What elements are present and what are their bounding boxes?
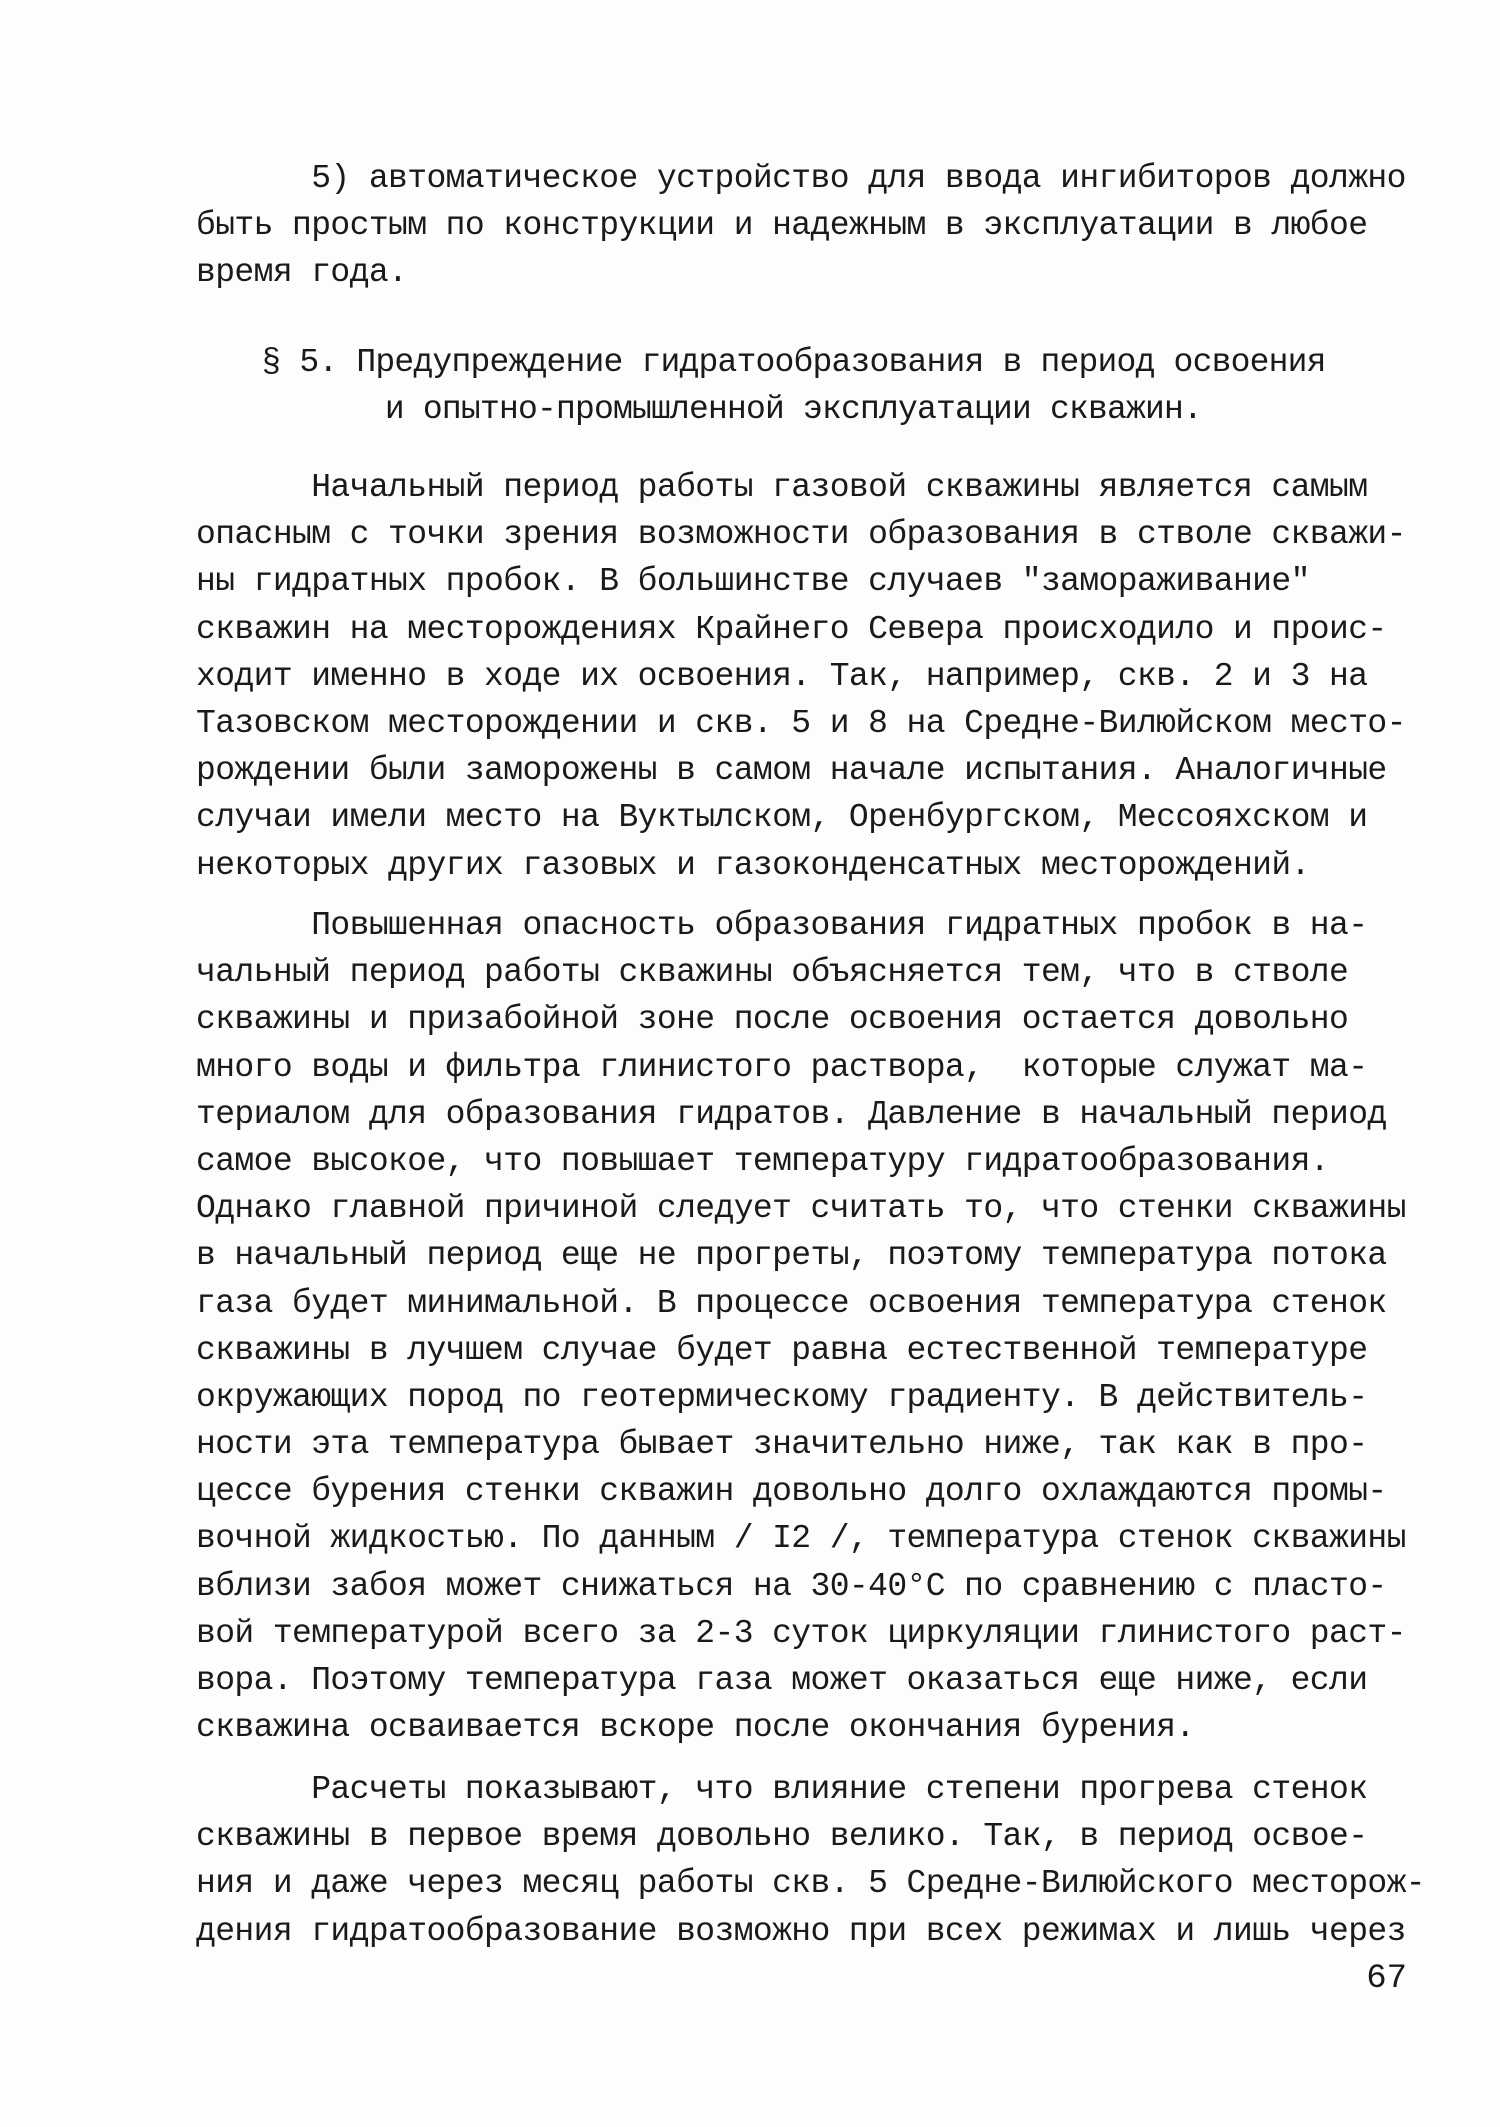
text-line: быть простым по конструкции и надежным в эксплуатации в любое <box>196 207 1368 245</box>
paragraph-1 <box>196 464 1406 889</box>
text-line: вочной жидкостью. По данным / I2 /, температура стенок скважины <box>196 1520 1406 1558</box>
text-line: время года. <box>196 254 408 292</box>
text-line: дения гидратообразование возможно при всех режимах и лишь через <box>196 1912 1406 1950</box>
text-line: некоторых других газовых и газоконденсатных месторождений. <box>196 846 1310 884</box>
text-line: опасным с точки зрения возможности образования в стволе скважи- <box>196 516 1406 554</box>
paragraph-2 <box>196 902 1406 1751</box>
text-line: случаи имели место на Вуктылском, Оренбургском, Мессояхском и <box>196 799 1368 837</box>
text-line: скважины в первое время довольно велико. Так, в период освое- <box>196 1818 1368 1856</box>
intro-list-item <box>196 155 1406 297</box>
heading-line: § 5. Предупреждение гидратообразования в период освоения <box>261 344 1326 381</box>
text-line: Тазовском месторождении и скв. 5 и 8 на Средне-Вилюйском место- <box>196 704 1406 742</box>
text-line: вора. Поэтому температура газа может оказаться еще ниже, если <box>196 1662 1368 1699</box>
text-line: рождении были заморожены в самом начале испытания. Аналогичные <box>196 752 1387 790</box>
text-line: скважина осваивается вскоре после окончания бурения. <box>196 1709 1195 1747</box>
text-line: Расчеты показывают, что влияние степени прогрева стенок <box>196 1771 1368 1808</box>
text-line: вой температурой всего за 2-3 суток циркуляции глинистого раст- <box>196 1614 1406 1652</box>
text-line: Начальный период работы газовой скважины является самым <box>196 469 1368 506</box>
text-line: Однако главной причиной следует считать то, что стенки скважины <box>196 1190 1406 1228</box>
text-line: 5) автоматическое устройство для ввода ингибиторов должно <box>196 160 1406 197</box>
text-line: териалом для образования гидратов. Давление в начальный период <box>196 1095 1387 1133</box>
text-line: ны гидратных пробок. В большинстве случаев "замораживание" <box>196 563 1310 601</box>
text-line: чальный период работы скважины объясняется тем, что в стволе <box>196 954 1349 992</box>
text-line: много воды и фильтра глинистого раствора, которые служат ма- <box>196 1048 1368 1086</box>
paragraph-3 <box>196 1766 1426 1955</box>
text-line: ходит именно в ходе их освоения. Так, например, скв. 2 и 3 на <box>196 657 1368 695</box>
text-line: скважины в лучшем случае будет равна естественной температуре <box>196 1331 1368 1369</box>
section-heading <box>196 339 1391 433</box>
text-line: скважин на месторождениях Крайнего Севера происходило и проис- <box>196 610 1387 648</box>
text-line: цессе бурения стенки скважин довольно долго охлаждаются промы- <box>196 1473 1387 1511</box>
text-line: ния и даже через месяц работы скв. 5 Средне-Вилюйского месторож- <box>196 1865 1426 1903</box>
page-number: 67 <box>1366 1960 1407 1998</box>
text-line: скважины и призабойной зоне после освоения остается довольно <box>196 1001 1349 1039</box>
text-line: вблизи забоя может снижаться на 30-40°С по сравнению с пласто- <box>196 1567 1387 1605</box>
text-line: окружающих пород по геотермическому градиенту. В действитель- <box>196 1378 1368 1416</box>
text-line: в начальный период еще не прогреты, поэтому температура потока <box>196 1237 1387 1275</box>
text-line: Повышенная опасность образования гидратных пробок в на- <box>196 907 1368 944</box>
text-line: самое высокое, что повышает температуру гидратообразования. <box>196 1142 1329 1180</box>
text-line: газа будет минимальной. В процессе освоения температура стенок <box>196 1284 1387 1322</box>
text-line: ности эта температура бывает значительно ниже, так как в про- <box>196 1426 1368 1464</box>
heading-line: и опытно-промышленной эксплуатации скважин. <box>384 391 1203 429</box>
